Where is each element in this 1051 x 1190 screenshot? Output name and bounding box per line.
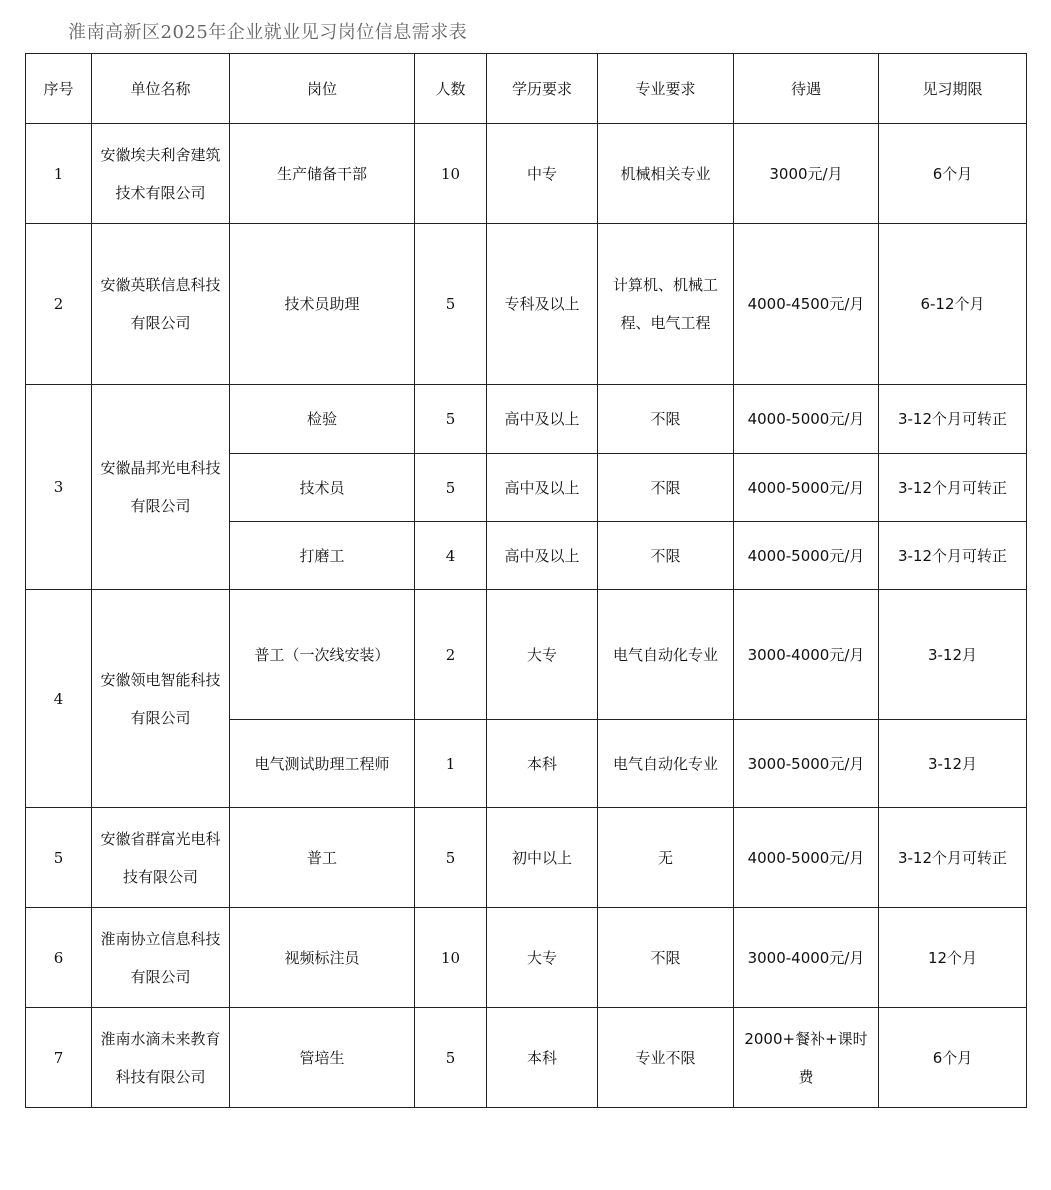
education-requirement: 大专 [487,908,598,1008]
position-title: 技术员 [230,454,415,522]
table-row [26,808,1027,908]
position-title: 打磨工 [230,522,415,590]
major-requirement: 不限 [598,522,734,590]
major-requirement: 不限 [598,908,734,1008]
position-title: 检验 [230,385,415,454]
position-title: 电气测试助理工程师 [230,720,415,808]
row-seq: 4 [26,590,92,808]
company-name: 安徽晶邦光电科技有限公司 [92,385,230,590]
education-requirement: 高中及以上 [487,454,598,522]
education-requirement: 本科 [487,1008,598,1108]
major-requirement: 无 [598,808,734,908]
position-count: 5 [415,808,487,908]
table-row [26,385,1027,454]
education-requirement: 高中及以上 [487,385,598,454]
company-name: 安徽省群富光电科技有限公司 [92,808,230,908]
salary: 4000-5000元/月 [734,522,879,590]
row-seq: 7 [26,1008,92,1108]
company-name: 安徽埃夫利舍建筑技术有限公司 [92,124,230,224]
header-major: 专业要求 [598,54,734,124]
major-requirement: 专业不限 [598,1008,734,1108]
header-period: 见习期限 [879,54,1027,124]
education-requirement: 中专 [487,124,598,224]
position-title: 生产储备干部 [230,124,415,224]
education-requirement: 初中以上 [487,808,598,908]
position-count: 4 [415,522,487,590]
position-count: 5 [415,385,487,454]
salary: 4000-5000元/月 [734,385,879,454]
internship-period: 3-12月 [879,720,1027,808]
position-count: 10 [415,908,487,1008]
table-row [26,908,1027,1008]
company-name: 淮南协立信息科技有限公司 [92,908,230,1008]
internship-period: 6个月 [879,124,1027,224]
internship-period: 3-12个月可转正 [879,385,1027,454]
salary: 3000元/月 [734,124,879,224]
header-salary: 待遇 [734,54,879,124]
education-requirement: 大专 [487,590,598,720]
education-requirement: 专科及以上 [487,224,598,385]
position-count: 2 [415,590,487,720]
position-title: 视频标注员 [230,908,415,1008]
table-row [26,124,1027,224]
row-seq: 3 [26,385,92,590]
internship-period: 3-12月 [879,590,1027,720]
header-education: 学历要求 [487,54,598,124]
position-title: 普工 [230,808,415,908]
internship-period: 12个月 [879,908,1027,1008]
major-requirement: 计算机、机械工程、电气工程 [598,224,734,385]
position-title: 普工（一次线安装） [230,590,415,720]
major-requirement: 机械相关专业 [598,124,734,224]
company-name: 安徽英联信息科技有限公司 [92,224,230,385]
company-name: 安徽领电智能科技有限公司 [92,590,230,808]
salary: 3000-4000元/月 [734,908,879,1008]
row-seq: 6 [26,908,92,1008]
education-requirement: 高中及以上 [487,522,598,590]
major-requirement: 电气自动化专业 [598,590,734,720]
document-title: 淮南高新区2025年企业就业见习岗位信息需求表 [68,22,468,43]
header-row [26,54,1027,124]
header-count: 人数 [415,54,487,124]
table-row [26,1008,1027,1108]
position-title: 技术员助理 [230,224,415,385]
salary: 4000-5000元/月 [734,454,879,522]
internship-period: 3-12个月可转正 [879,808,1027,908]
internship-period: 6个月 [879,1008,1027,1108]
position-count: 1 [415,720,487,808]
position-count: 5 [415,1008,487,1108]
row-seq: 2 [26,224,92,385]
salary: 4000-4500元/月 [734,224,879,385]
row-seq: 5 [26,808,92,908]
position-title: 管培生 [230,1008,415,1108]
internship-period: 6-12个月 [879,224,1027,385]
salary: 4000-5000元/月 [734,808,879,908]
table-row [26,590,1027,720]
company-name: 淮南水滴未来教育科技有限公司 [92,1008,230,1108]
major-requirement: 电气自动化专业 [598,720,734,808]
position-count: 5 [415,224,487,385]
table-row [26,224,1027,385]
header-position: 岗位 [230,54,415,124]
header-seq: 序号 [26,54,92,124]
major-requirement: 不限 [598,454,734,522]
row-seq: 1 [26,124,92,224]
header-company: 单位名称 [92,54,230,124]
salary: 3000-4000元/月 [734,590,879,720]
position-count: 10 [415,124,487,224]
education-requirement: 本科 [487,720,598,808]
internship-period: 3-12个月可转正 [879,522,1027,590]
salary: 2000+餐补+课时费 [734,1008,879,1108]
salary: 3000-5000元/月 [734,720,879,808]
position-count: 5 [415,454,487,522]
internship-period: 3-12个月可转正 [879,454,1027,522]
positions-table [25,53,1027,1108]
major-requirement: 不限 [598,385,734,454]
